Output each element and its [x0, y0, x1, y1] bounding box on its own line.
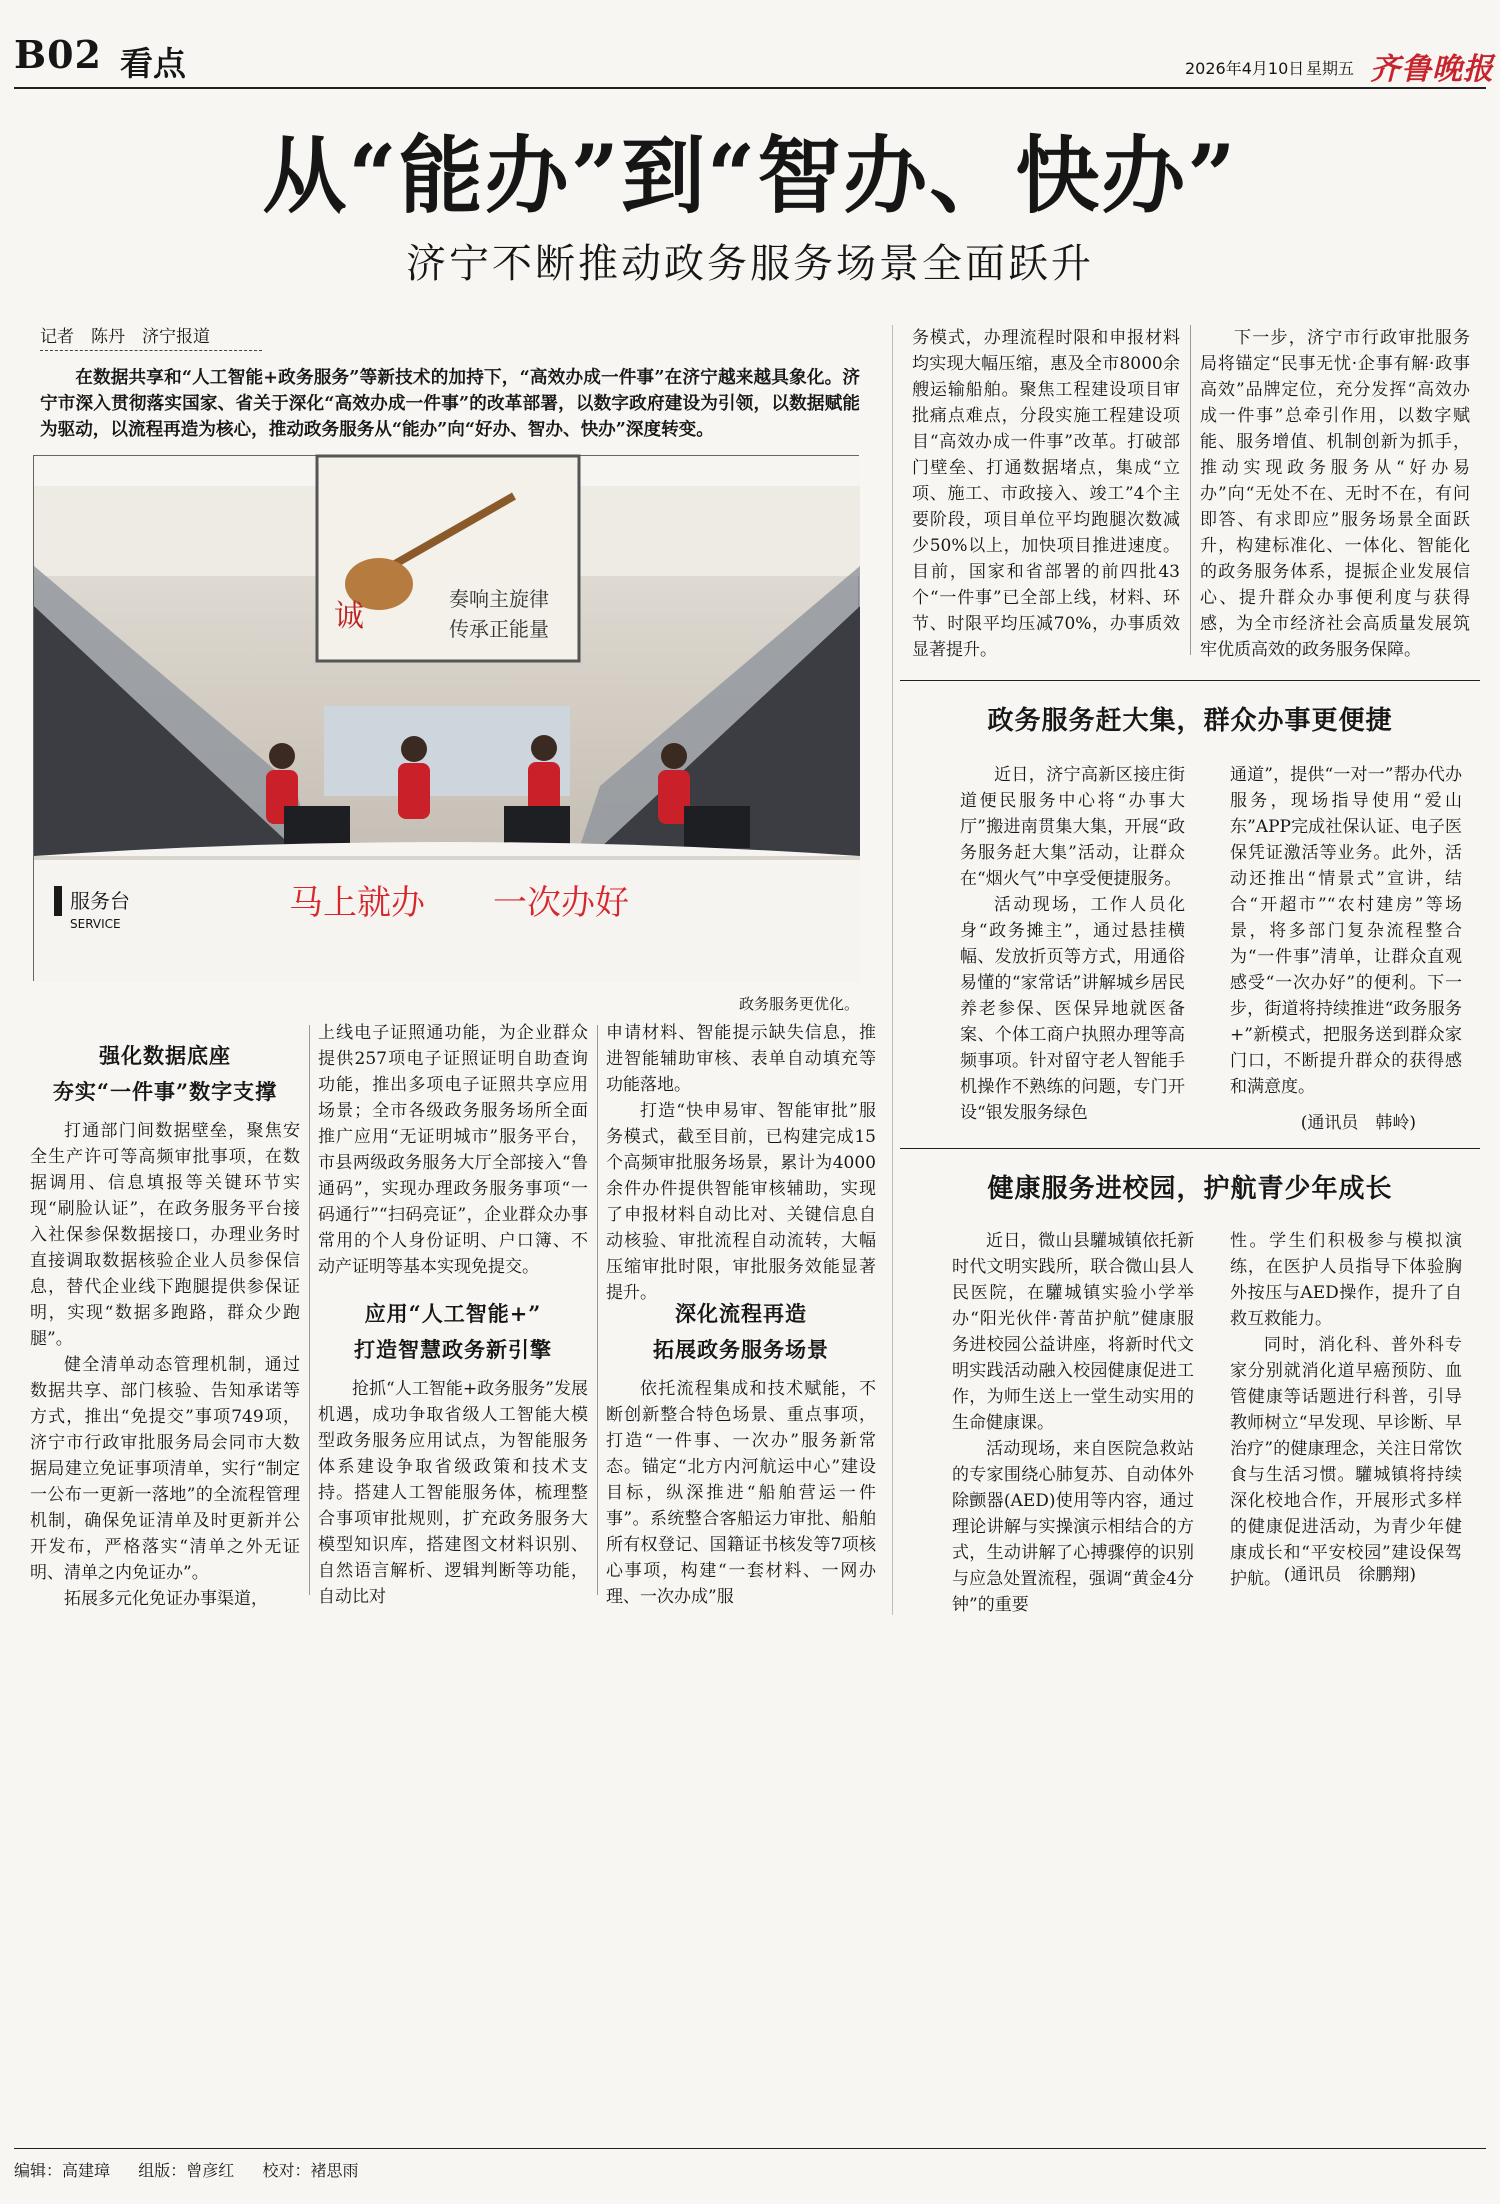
desk-sign-sub: SERVICE: [70, 917, 121, 931]
story2-column-b: [1230, 762, 1462, 1108]
section1-column-1: [30, 1118, 300, 1609]
paragraph: 活动现场，来自医院急救站的专家围绕心肺复苏、自动体外除颤器(AED)使用等内容，通过理论讲解与实操演示相结合的方式，生动讲解了心搏骤停的识别与应急处置流程，强调“黄金4分钟”的重要: [952, 1439, 1194, 1615]
column-divider: [597, 1025, 598, 1595]
paragraph-continued: 性。学生们积极参与模拟演练，在医护人员指导下体验胸外按压与AED操作，提升了自救互救能力。: [1230, 1231, 1462, 1329]
section-name: 看点: [120, 44, 186, 83]
paper-logo: 齐鲁晚报: [1370, 52, 1494, 87]
proof-label: 校对：: [262, 2161, 311, 2180]
paragraph: 近日，微山县驩城镇依托新时代文明实践所，联合微山县人民医院，在驩城镇实验小学举办“阳光伙伴·菁苗护航”健康服务进校园公益讲座，将新时代文明实践活动融入校园健康促进工作，为师生送上一堂生动实用的生命健康课。: [952, 1231, 1194, 1433]
headline-title: 从“能办”到“智办、快办”: [262, 126, 1238, 225]
story3-title: 健康服务进校园，护航青少年成长: [987, 1174, 1393, 1204]
footer-credits: [14, 2158, 358, 2181]
column-divider: [309, 1025, 310, 1595]
desk-banner-text: 马上就办 一次办好: [289, 883, 629, 923]
editor-name: 高建璋: [62, 2161, 111, 2180]
desk-sign-main: 服务台: [70, 889, 130, 913]
paragraph: 打造“快申易审、智能审批”服务模式，截至目前，已构建完成15个高频审批服务场景，累计为4000余件办件提供智能审核辅助，实现了申报材料自动比对、关键信息自动核验、审批流程自动流转，大幅压缩审批时限，审批服务效能显著提升。: [606, 1101, 876, 1303]
section1-head-2: 夯实“一件事”数字支撑: [52, 1079, 278, 1104]
story2-title: 政务服务赶大集，群众办事更便捷: [987, 706, 1393, 736]
paragraph: 依托流程集成和技术赋能，不断创新整合特色场景、重点事项，打造“一件事、一次办”服务新常态。锚定“北方内河航运中心”建设目标，纵深推进“船舶营运一件事”。系统整合客船运力审批、船舶所有权登记、国籍证书核发等7项核心事项，构建“一套材料、一网办理、一次办成”服: [606, 1379, 876, 1607]
story2-top-rule: [900, 680, 1480, 681]
paragraph: 同时，消化科、普外科专家分别就消化道早癌预防、血管健康等话题进行科普，引导教师树立“早发现、早诊断、早治疗”的健康理念，关注日常饮食与生活习惯。驩城镇将持续深化校地合作，开展形式多样的健康促进活动，为青少年健康成长和“平安校园”建设保驾护航。: [1230, 1335, 1462, 1589]
paragraph: 抢抓“人工智能+政务服务”发展机遇，成功争取省级人工智能大模型政务服务应用试点，为智能服务体系建设争取省级政策和技术支持。搭建人工智能服务体，梳理整合事项审批规则，扩充政务服务大模型知识库，搭建图文材料识别、自然语言解析、逻辑判断等功能，自动比对: [318, 1379, 588, 1607]
issue-date: 2026年4月10日: [1185, 59, 1305, 78]
editor-label: 编辑：: [14, 2161, 63, 2180]
section1-column-2: [318, 1020, 588, 1282]
page-code: B02: [14, 32, 102, 77]
headline-subtitle: 济宁不断推动政务服务场景全面跃升: [406, 241, 1094, 287]
article-photo: [33, 455, 859, 981]
desk-sign-mark: [54, 886, 62, 916]
monitor-2: [504, 806, 570, 848]
section3-head-2: 拓展政务服务场景: [653, 1337, 829, 1362]
photo-caption: 政务服务更优化。: [738, 995, 859, 1013]
section2-column-continued: [606, 1020, 876, 1303]
story2-column-a: [960, 762, 1185, 1134]
photo-scene: [34, 456, 860, 982]
vertical-divider-main: [892, 325, 893, 1615]
paragraph: 活动现场，工作人员化身“政务摊主”，通过悬挂横幅、发放折页等方式，用通俗易懂的“家常话”讲解城乡居民养老参保、医保异地就医备案、个体工商户执照办理等高频事项。针对留守老人智能手机操作不熟练的问题，专门开设“银发服务绿色: [960, 895, 1185, 1123]
paragraph-continued: 上线电子证照通功能，为企业群众提供257项电子证照证明自助查询功能，推出多项电子证照共享应用场景；全市各级政务服务场所全面推广应用“无证明城市”服务平台，市县两级政务服务大厅全部接入“鲁通码”，实现办理政务服务事项“一码通行”“扫码亮证”，企业群众办事常用的个人身份证明、户口簿、不动产证明等基本实现免提交。: [318, 1023, 588, 1277]
paragraph: 拓展多元化免证办事渠道，: [64, 1589, 268, 1609]
section2-column: [318, 1376, 588, 1607]
staff-3: [528, 735, 560, 818]
footer-rule: [14, 2148, 1486, 2149]
layout-label: 组版：: [138, 2161, 187, 2180]
section2-head-1: 应用“人工智能+”: [364, 1301, 542, 1326]
paragraph: 打通部门间数据壁垒，聚焦安全生产许可等高频审批事项，在数据调用、信息填报等关键环节实现“刷脸认证”，在政务服务平台接入社保参保数据接口，办理业务时直接调取数据核验企业人员参保信息，替代企业线下跑腿提供参保证明，实现“数据多跑路，群众少跑腿”。: [30, 1121, 300, 1349]
paragraph-continued: 务模式，办理流程时限和申报材料均实现大幅压缩，惠及全市8000余艘运输船舶。聚焦工程建设项目审批痛点难点，分段实施工程建设项目“高效办成一件事”改革。打破部门壁垒、打通数据堵点，集成“立项、施工、市政接入、竣工”4个主要阶段，项目单位平均跑腿次数减少50%以上，加快项目推进速度。目前，国家和省部署的前四批43个“一件事”已全部上线，材料、环节、时限平均压减70%，办事质效显著提升。: [912, 328, 1180, 660]
proof-name: 褚思雨: [310, 2161, 359, 2180]
monitor-1: [284, 806, 350, 848]
desk-edge: [34, 856, 860, 860]
article-byline: 记者 陈丹 济宁报道: [40, 322, 262, 351]
issue-weekday: 星期五: [1306, 59, 1355, 78]
story2-byline: (通讯员 韩岭): [1300, 1113, 1416, 1133]
paragraph: 健全清单动态管理机制，通过数据共享、部门核验、告知承诺等方式，推出“免提交”事项749项，济宁市行政审批服务局会同市大数据局建立免证事项清单，实行“制定一公布一更新一落地”的全流程管理机制，确保免证清单及时更新并公开发布，严格落实“清单之外无证明、清单之内免证办”。: [30, 1355, 300, 1583]
masthead-rule: [14, 87, 1486, 89]
section3-column-continued: [912, 325, 1180, 660]
paragraph-continued: 申请材料、智能提示缺失信息，推进智能辅助审核、表单自动填充等功能落地。: [606, 1023, 876, 1095]
lead-paragraph: 在数据共享和“人工智能+政务服务”等新技术的加持下，“高效办成一件事”在济宁越来越具象化。济宁市深入贯彻落实国家、省关于深化“高效办成一件事”的改革部署，以数字政府建设为引领，以数据赋能为驱动，以流程再造为核心，推动政务服务从“能办”向“好办、智办、快办”深度转变。: [40, 367, 860, 440]
monitor-3: [684, 806, 750, 848]
screen-char: 诚: [334, 599, 364, 634]
screen-line-1: 奏响主旋律: [449, 587, 549, 611]
layout-name: 曾彦红: [186, 2161, 235, 2180]
section2-head-2: 打造智慧政务新引擎: [354, 1337, 552, 1362]
paragraph: 下一步，济宁市行政审批服务局将锚定“民事无忧·企事有解·政事高效”品牌定位，充分发挥“高效办成一件事”总牵引作用，以数字赋能、服务增值、机制创新为抓手，推动实现政务服务从“好办易办”向“无处不在、无时不在，有问即答、有求即应”服务场景全面跃升，构建标准化、一体化、智能化的政务服务体系，提振企业发展信心、提升群众办事便利度与获得感，为全市经济社会高质量发展筑牢优质高效的政务服务保障。: [1200, 328, 1470, 660]
section3-column: [606, 1376, 876, 1607]
column-divider: [1190, 325, 1191, 655]
paragraph: 近日，济宁高新区接庄街道便民服务中心将“办事大厅”搬进南贯集大集，开展“政务服务赶大集”活动，让群众在“烟火气”中享受便捷服务。: [960, 765, 1185, 889]
section3-closing-column: [1200, 325, 1470, 660]
paragraph-continued: 通道”，提供“一对一”帮办代办服务，现场指导使用“爱山东”APP完成社保认证、电子医保凭证激活等业务。此外，活动还推出“情景式”宣讲，结合“开超市”“农村建房”等场景，将多部门复杂流程整合为“一件事”清单，让群众直观感受“一次办好”的便利。下一步，街道将持续推进“政务服务+”新模式，把服务送到群众家门口，不断提升群众的获得感和满意度。: [1230, 765, 1462, 1097]
section1-head-1: 强化数据底座: [99, 1043, 231, 1068]
story3-top-rule: [900, 1148, 1480, 1149]
story3-column-a: [952, 1228, 1194, 1615]
staff-2: [398, 736, 430, 819]
screen-line-2: 传承正能量: [449, 617, 549, 641]
story3-byline: (通讯员 徐鹏翔): [1283, 1565, 1416, 1585]
section3-head-1: 深化流程再造: [675, 1301, 807, 1326]
